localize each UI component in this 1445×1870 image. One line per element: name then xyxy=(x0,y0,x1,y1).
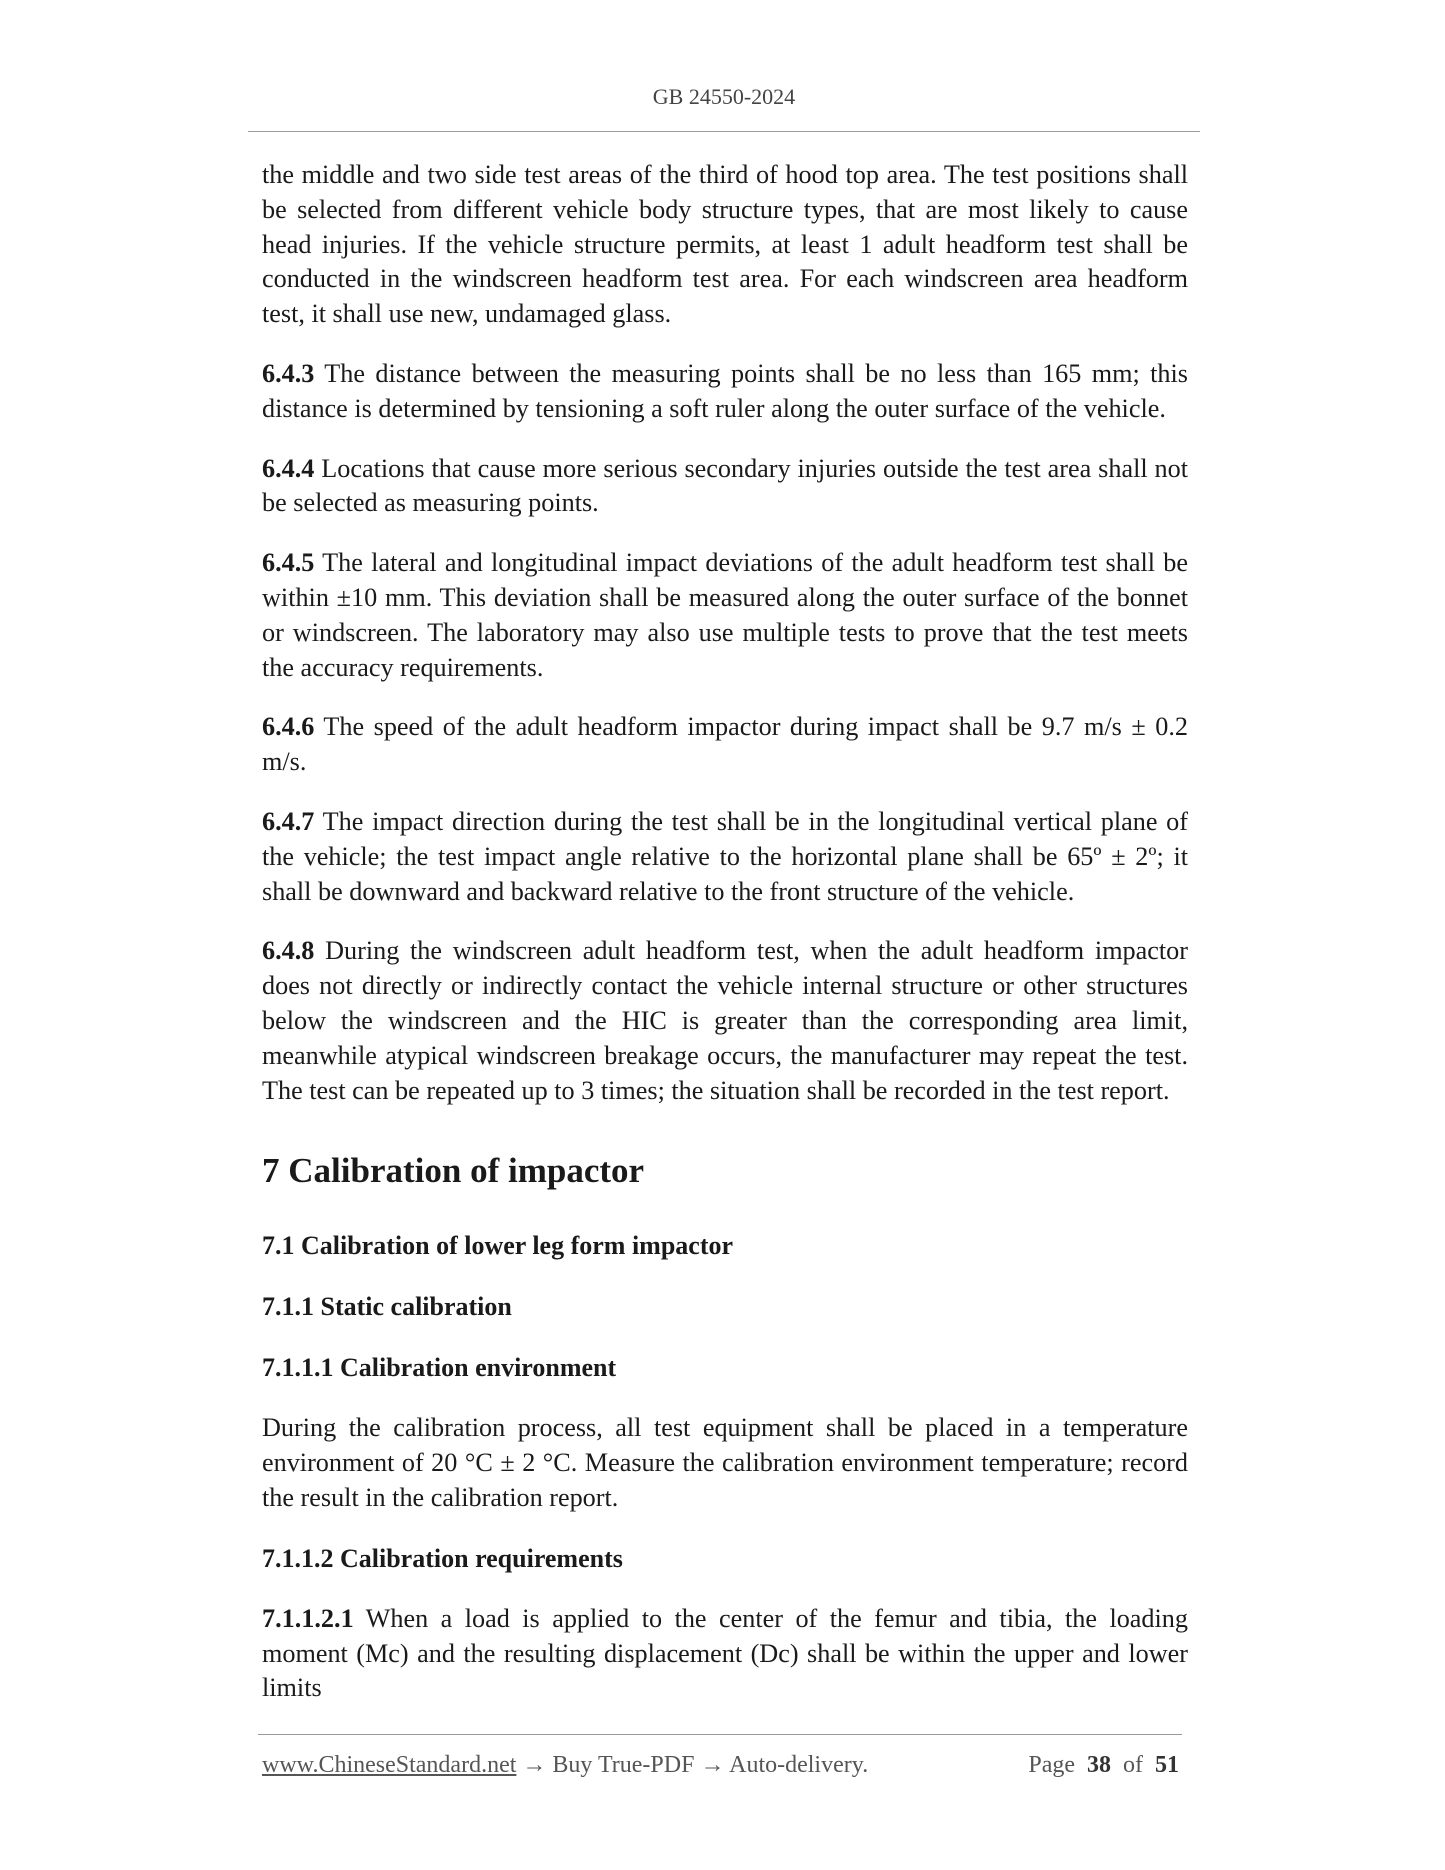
subsection-heading-7-1: 7.1 Calibration of lower leg form impactor xyxy=(262,1231,734,1261)
clause-number: 6.4.3 xyxy=(262,358,315,388)
clause-number: 7.1.1.2.1 xyxy=(262,1603,354,1633)
clause-6-4-6 xyxy=(262,710,1188,780)
of-label: of xyxy=(1123,1752,1143,1778)
page-label: Page xyxy=(1028,1752,1075,1778)
subsection-heading-7-1-1-1: 7.1.1.1 Calibration environment xyxy=(262,1353,617,1383)
page-total: 51 xyxy=(1155,1752,1179,1778)
clause-number: 6.4.6 xyxy=(262,712,315,742)
footer-promo xyxy=(262,1752,868,1779)
footer-divider xyxy=(258,1734,1182,1735)
paragraph-intro: the middle and two side test areas of the third of hood top area. The test positions shall be selected from different vehicle body structure types, that are most likely to cause head injuries. If the vehicle structure permits, at least 1 adult headform test shall be conducted in the windscreen headform test area. For each windscreen area headform test, it shall use new, undamaged glass. xyxy=(262,160,1188,329)
clause-6-4-3 xyxy=(262,357,1188,427)
clause-6-4-5 xyxy=(262,546,1188,685)
page-header: GB 24550-2024 xyxy=(652,84,796,109)
subsection-heading-7-1-1-2: 7.1.1.2 Calibration requirements xyxy=(262,1543,623,1573)
footer-promo-text: → Buy True-PDF → Auto-delivery. xyxy=(516,1752,869,1778)
clause-text: The speed of the adult headform impactor during impact shall be 9.7 m/s ± 0.2 m/s. xyxy=(262,712,1188,777)
page-number: 38 xyxy=(1087,1752,1111,1778)
clause-text: The distance between the measuring points shall be no less than 165 mm; this distance is determined by tensioning a soft ruler along the outer surface of the vehicle. xyxy=(262,358,1188,423)
clause-text: When a load is applied to the center of the femur and tibia, the loading moment (Mc) and the resulting displacement (Dc) shall be within the upper and lower limits xyxy=(262,1603,1188,1703)
paragraph-calibration-environment: During the calibration process, all test equipment shall be placed in a temperature environment of 20 °C ± 2 °C. Measure the calibration environment temperature; record the result in the calibration report. xyxy=(262,1413,1188,1512)
clause-text: The impact direction during the test shall be in the longitudinal vertical plane of the vehicle; the test impact angle relative to the horizontal plane shall be 65º ± 2º; it shall be downward and backward relative to the front structure of the vehicle. xyxy=(262,806,1188,906)
clause-number: 6.4.7 xyxy=(262,806,315,836)
clause-7-1-1-2-1 xyxy=(262,1602,1188,1706)
page-indicator xyxy=(1028,1752,1179,1779)
document-body xyxy=(262,158,1188,1731)
clause-text: The lateral and longitudinal impact deviations of the adult headform test shall be within ±10 mm. This deviation shall be measured along the outer surface of the bonnet or windscreen. The laboratory may also use multiple tests to prove that the test meets the accuracy requirements. xyxy=(262,548,1188,682)
clause-number: 6.4.8 xyxy=(262,936,315,966)
clause-6-4-7 xyxy=(262,805,1188,909)
clause-6-4-4 xyxy=(262,452,1188,522)
section-heading-7: 7 Calibration of impactor xyxy=(262,1151,645,1191)
clause-number: 6.4.4 xyxy=(262,453,315,483)
clause-number: 6.4.5 xyxy=(262,548,315,578)
header-divider xyxy=(248,131,1200,132)
clause-text: During the windscreen adult headform test, when the adult headform impactor does not directly or indirectly contact the vehicle internal structure or other structures below the windscreen and the HIC is greater than the corresponding area limit, meanwhile atypical windscreen breakage occurs, the manufacturer may repeat the test. The test can be repeated up to 3 times; the situation shall be recorded in the test report. xyxy=(262,936,1188,1105)
clause-6-4-8 xyxy=(262,934,1188,1108)
clause-text: Locations that cause more serious secondary injuries outside the test area shall not be selected as measuring points. xyxy=(262,453,1188,518)
chinesestandard-link[interactable]: www.ChineseStandard.net xyxy=(262,1752,517,1778)
subsection-heading-7-1-1: 7.1.1 Static calibration xyxy=(262,1292,512,1322)
